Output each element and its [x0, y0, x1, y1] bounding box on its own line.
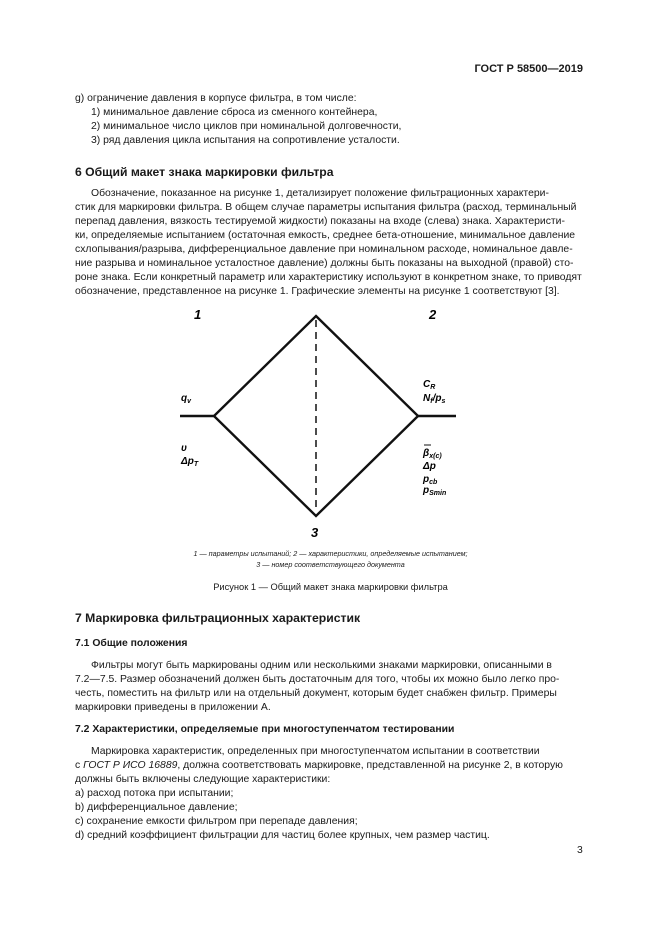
- standard-reference: ГОСТ Р ИСО 16889: [83, 760, 178, 771]
- list-item: c) сохранение емкости фильтром при перепаде давления;: [75, 816, 358, 827]
- section-6-title: 6 Общий макет знака маркировки фильтра: [75, 165, 334, 179]
- list-item: b) дифференциальное давление;: [75, 802, 238, 813]
- char-capacity: $C_R$: [423, 379, 436, 391]
- section-7-1-line: маркировки приведены в приложении А.: [75, 702, 271, 713]
- param-viscosity: υ: [181, 443, 187, 454]
- section-6-paragraph-line: Обозначение, показанное на рисунке 1, детализирует положение фильтрационных характери-: [91, 188, 549, 199]
- char-fatigue: $N_f/p_s$: [423, 393, 446, 405]
- char-collapse: $p_{cb}$: [423, 474, 438, 486]
- section-7-2-text: , должна соответствовать маркировке, представленной на рисунке 2, в которую: [177, 760, 563, 771]
- char-burst: $p_{Smin}$: [423, 485, 447, 497]
- list-g-item: 1) минимальное давление сброса из сменного контейнера,: [91, 107, 378, 118]
- char-dp: Δp: [423, 461, 436, 472]
- figure-label-3: 3: [311, 525, 319, 540]
- section-6-paragraph-line: перепад давления, вязкость тестируемой жидкости) показаны на входе (слева) знака. Характеристи-: [75, 216, 565, 227]
- section-7-title: 7 Маркировка фильтрационных характеристик: [75, 611, 361, 625]
- figure-legend-line-2: 3 — номер соответствующего документа: [256, 560, 405, 569]
- list-g-item: 2) минимальное число циклов при номинальной долговечности,: [91, 121, 402, 132]
- section-7-2-text: с: [75, 760, 84, 771]
- list-g-item: 3) ряд давления цикла испытания на сопротивление усталости.: [91, 135, 400, 146]
- section-6-paragraph-line: ние разрыва и номинальное усталостное давление) должны быть показаны на выходной (правой) сто-: [75, 258, 574, 269]
- document-header-id: ГОСТ Р 58500—2019: [474, 63, 583, 75]
- section-6-paragraph-line: обозначение, представленное на рисунке 1. Графические элементы на рисунке 1 соответствуют [3].: [75, 286, 560, 297]
- section-6-paragraph-line: роне знака. Если конкретный параметр или характеристику используют в конкретном знаке, то приводят: [75, 272, 582, 283]
- section-7-2-line: должны быть включены следующие характеристики:: [75, 774, 331, 785]
- param-terminal-dp: $\Delta p_T$: [181, 456, 199, 468]
- char-beta: $\beta_{x(c)}$: [423, 448, 442, 460]
- figure-label-2: 2: [429, 307, 437, 322]
- figure-legend-line-1: 1 — параметры испытаний; 2 — характеристики, определяемые испытанием;: [193, 549, 468, 558]
- param-flow-q: $q_v$: [181, 393, 192, 405]
- section-6-paragraph-line: стик для маркировки фильтра. В общем случае параметры испытания фильтра (расход, терминальный: [75, 202, 577, 213]
- figure-1-diagram: [0, 300, 661, 540]
- section-7-1-title: 7.1 Общие положения: [75, 638, 188, 649]
- section-7-2-line: Маркировка характеристик, определенных при многоступенчатом испытании в соответствии: [91, 746, 540, 757]
- figure-label-1: 1: [194, 307, 202, 322]
- list-g-head: g) ограничение давления в корпусе фильтра, в том числе:: [75, 93, 357, 104]
- list-item: а) расход потока при испытании;: [75, 788, 234, 799]
- section-7-2-line: [75, 759, 563, 773]
- section-7-2-title: 7.2 Характеристики, определяемые при многоступенчатом тестировании: [75, 724, 455, 735]
- page-number: 3: [577, 845, 583, 856]
- section-7-1-line: Фильтры могут быть маркированы одним или несколькими знаками маркировки, описанными в: [91, 660, 552, 671]
- section-7-1-line: 7.2—7.5. Размер обозначений должен быть достаточным для того, чтобы их можно было легко про-: [75, 674, 560, 685]
- list-item: d) средний коэффициент фильтрации для частиц более крупных, чем размер частиц.: [75, 830, 490, 841]
- section-7-1-line: честь, поместить на фильтр или на отдельный документ, которым будет снабжен фильтр. Примеры: [75, 688, 557, 699]
- figure-1-caption: Рисунок 1 — Общий макет знака маркировки фильтра: [213, 582, 448, 592]
- section-6-paragraph-line: ки, определяемые испытанием (остаточная емкость, среднее бета-отношение, минимальное давление: [75, 230, 576, 241]
- section-6-paragraph-line: схлопывания/разрыва, дифференциальное давление при номинальном расходе, номинальное давле-: [75, 244, 573, 255]
